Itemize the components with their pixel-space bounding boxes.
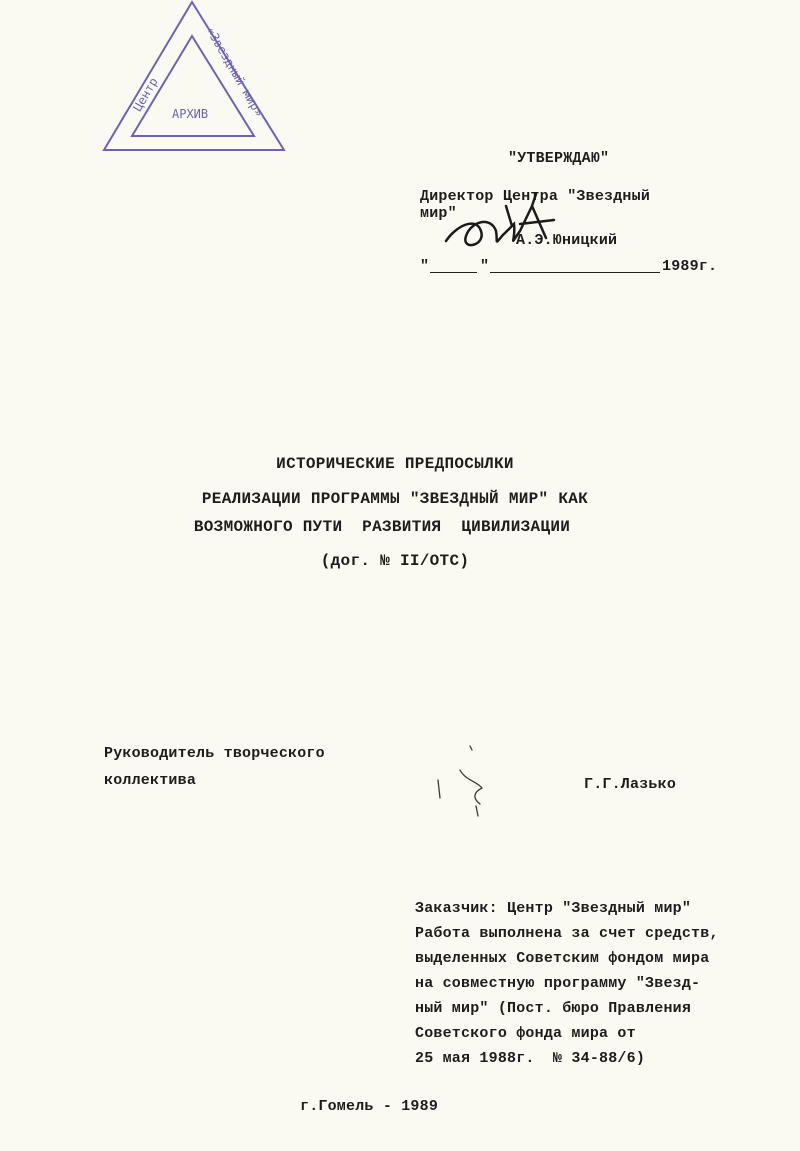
title-line-2: РЕАЛИЗАЦИИ ПРОГРАММЫ "ЗВЕЗДНЫЙ МИР" КАК [201, 490, 589, 508]
customer-line-3: выделенных Советским фондом мира [415, 950, 710, 967]
contract-number: (дог. № II/ОТС) [320, 552, 470, 570]
stamp-text-left: Центр [130, 75, 161, 114]
customer-line-6: Советского фонда мира от [415, 1025, 636, 1042]
approval-date-quote-open: " [420, 258, 430, 275]
customer-line-4: на совместную программу "Звезд- [415, 975, 701, 992]
leader-name: Г.Г.Лазько [584, 776, 677, 793]
director-signature [436, 186, 566, 266]
stamp-outer-triangle [104, 2, 284, 150]
stamp-text-right: «Звездный мир» [203, 24, 267, 120]
city-year: г.Гомель - 1989 [300, 1098, 439, 1115]
date-day-blank [430, 272, 477, 273]
approval-date-quote-close: " [480, 258, 490, 275]
customer-line-2: Работа выполнена за счет средств, [415, 925, 719, 942]
leader-signature [430, 740, 500, 820]
approval-title: "УТВЕРЖДАЮ" [508, 150, 610, 167]
date-month-blank [490, 272, 660, 273]
leader-role-line1: Руководитель творческого [104, 745, 325, 762]
title-line-1: ИСТОРИЧЕСКИЕ ПРЕДПОСЫЛКИ [276, 455, 514, 473]
customer-line-5: ный мир" (Пост. бюро Правления [415, 1000, 692, 1017]
leader-role-line2: коллектива [104, 772, 197, 789]
approval-position-line1: Директор Центра "Звездный [420, 188, 651, 205]
stamp-text-inner: АРХИВ [172, 107, 209, 121]
archive-stamp [100, 0, 290, 160]
customer-line-1: Заказчик: Центр "Звездный мир" [415, 900, 692, 917]
approval-name: А.Э.Юницкий [516, 232, 618, 249]
approval-position-line2: мир" [420, 205, 457, 222]
customer-line-7: 25 мая 1988г. № 34-88/6) [415, 1050, 646, 1067]
approval-year: 1989г. [662, 258, 718, 275]
title-line-3: ВОЗМОЖНОГО ПУТИ РАЗВИТИЯ ЦИВИЛИЗАЦИИ [193, 518, 571, 536]
